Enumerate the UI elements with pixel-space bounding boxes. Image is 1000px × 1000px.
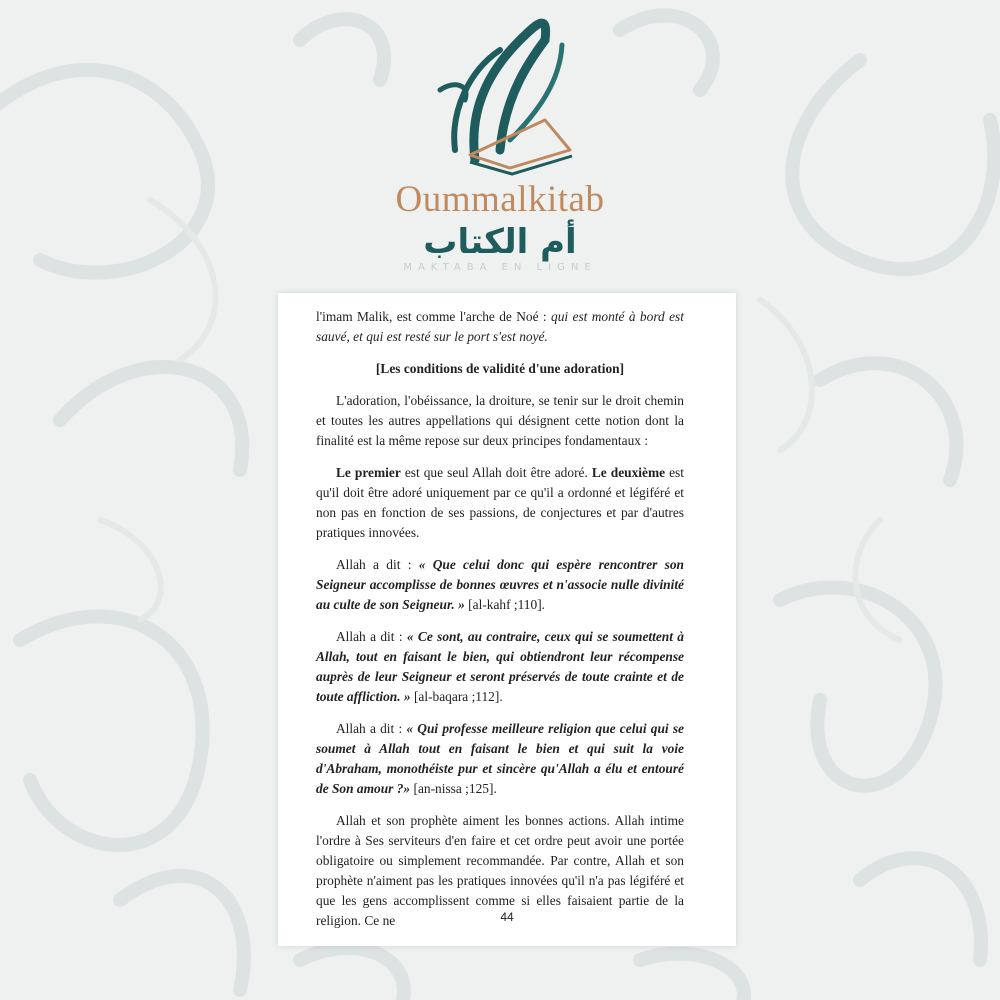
page-number: 44: [500, 910, 514, 924]
verse-paragraph-1: [316, 555, 684, 615]
verse-3-lead: Allah a dit :: [336, 721, 407, 736]
verse-1-reference: [al-kahf ;110].: [464, 597, 545, 612]
intro-paragraph: [316, 307, 684, 347]
verse-2-text: « Ce sont, au contraire, ceux qui se soumettent à Allah, tout en faisant le bien, qui obtiendront leur récompense auprès de leur Seigneur et seront préservés de toute crainte et de toute affliction. »: [316, 629, 684, 704]
first-principle-label: Le premier: [336, 465, 401, 480]
brand-arabic-name: أم الكتاب: [423, 222, 577, 262]
verse-1-lead: Allah a dit :: [336, 557, 419, 572]
section-heading: [Les conditions de validité d'une adoration]: [375, 361, 625, 376]
page-content: [316, 307, 684, 943]
brand-name: Oummalkitab: [395, 179, 605, 220]
verse-paragraph-2: [316, 627, 684, 707]
second-principle-label: Le deuxième: [591, 465, 666, 480]
paragraph-1: L'adoration, l'obéissance, la droiture, se tenir sur le droit chemin et toutes les autres appellations qui désignent cette notion dont la finalité est la même repose sur deux principes fondamentaux :: [316, 393, 684, 448]
second-principle-text: est qu'il doit être adoré uniquement par ce qu'il a ordonné et légiféré et non pas en fonction de ses passions, de conjectures et par d'autres pratiques innovées.: [316, 465, 684, 540]
verse-2-reference: [al-baqara ;112].: [410, 689, 503, 704]
book-page: [278, 293, 736, 946]
verse-1-text: « Que celui donc qui espère rencontrer son Seigneur accomplisse de bonnes œuvres et n'associe nulle divinité au culte de son Seigneur. »: [316, 557, 684, 612]
intro-text: l'imam Malik, est comme l'arche de Noé :: [316, 309, 552, 324]
verse-3-text: « Qui professe meilleure religion que celui qui se soumet à Allah tout en faisant le bien et qui suit la voie d'Abraham, monothéiste pur et sincère qu'Allah a élu et entouré de Son amour ?»: [316, 721, 684, 796]
verse-3-reference: [an-nissa ;125].: [410, 781, 497, 796]
brand-tagline: MAKTABA EN LIGNE: [403, 262, 597, 273]
paragraph-2: [316, 463, 684, 543]
verse-2-lead: Allah a dit :: [336, 629, 407, 644]
verse-paragraph-3: [316, 719, 684, 799]
paragraph-3: Allah et son prophète aiment les bonnes actions. Allah intime l'ordre à Ses serviteurs d'en faire et cet ordre peut avoir une portée obligatoire ou simplement recommandée. Par contre, Allah et son prophète n'aiment pas les pratiques innovées qu'il n'a pas légiféré et que les gens accomplissent comme si elles faisaient partie de la religion. Ce ne: [316, 813, 684, 928]
intro-quote: qui est monté à bord est sauvé, et qui est resté sur le port s'est noyé.: [316, 309, 684, 344]
first-principle-text: est que seul Allah doit être adoré.: [400, 465, 592, 480]
